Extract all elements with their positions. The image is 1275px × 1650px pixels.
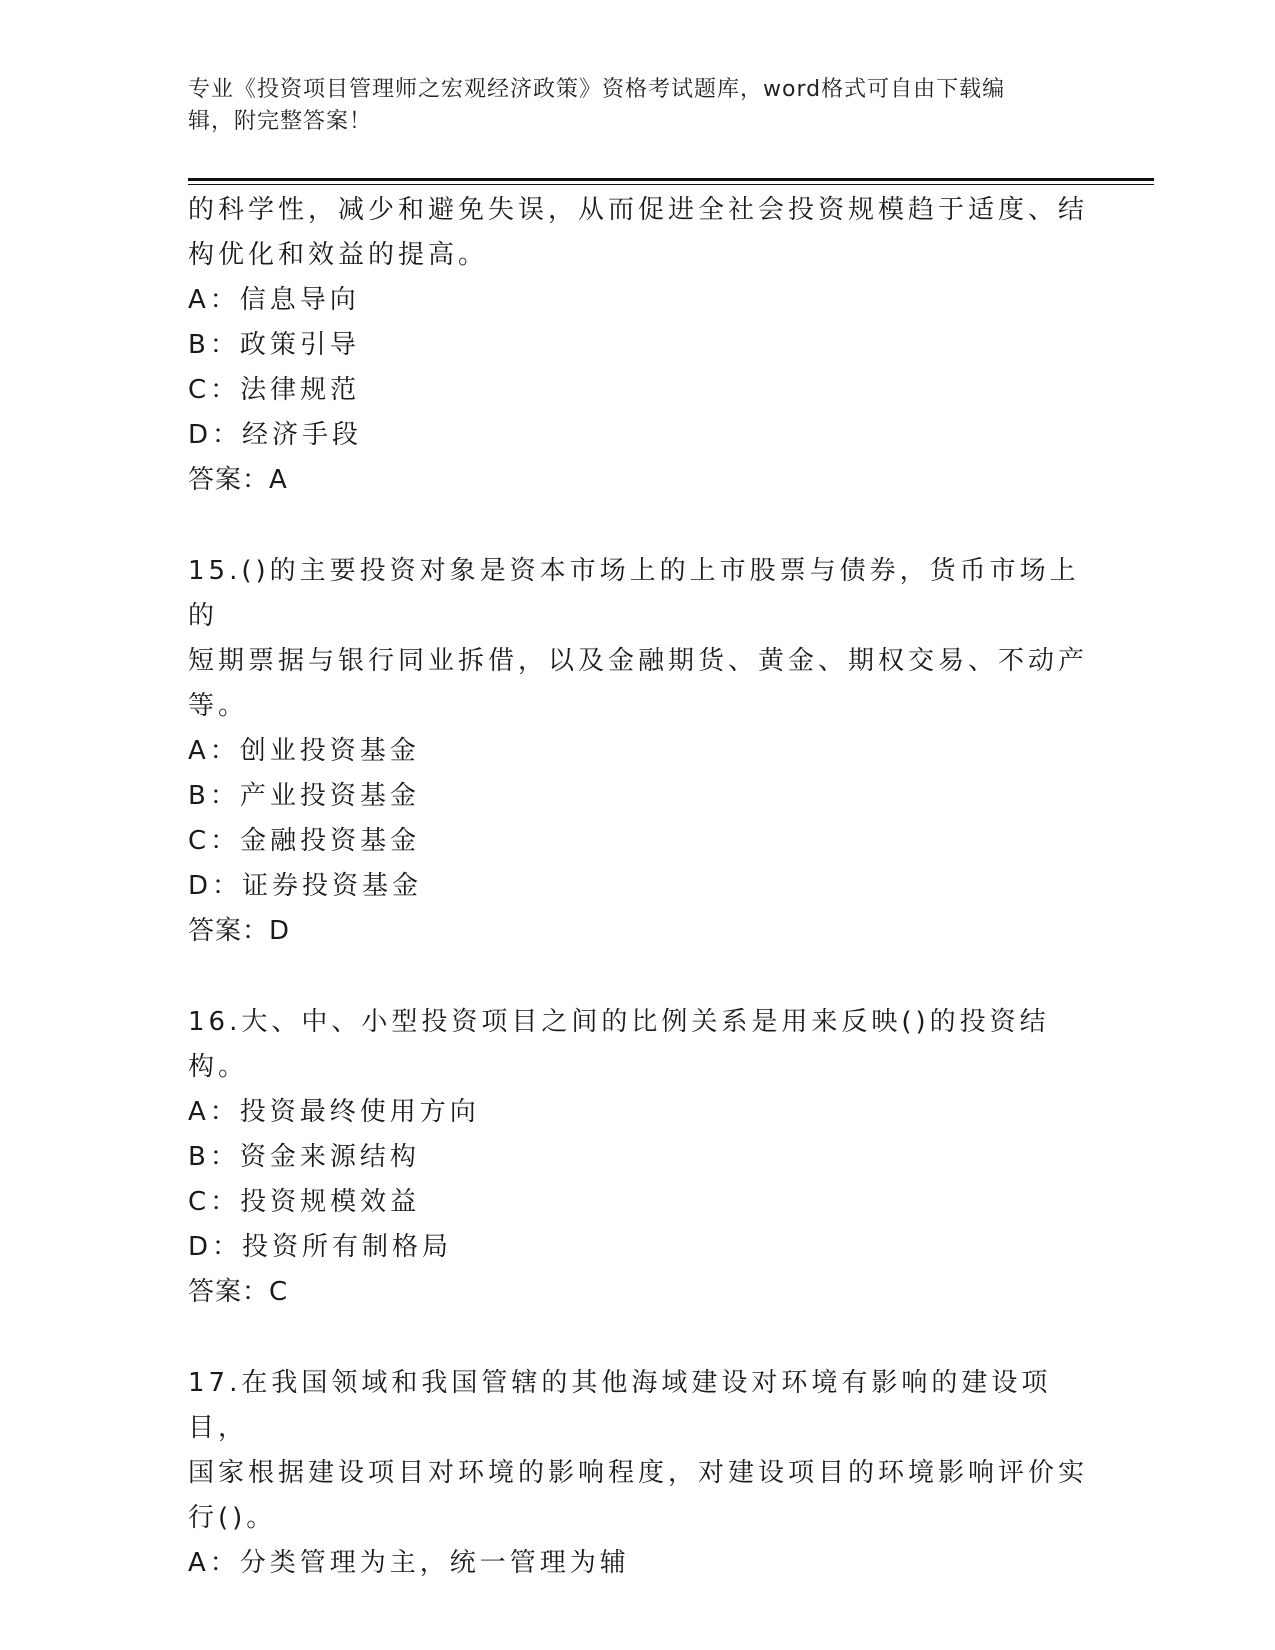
option-a: A：创业投资基金 <box>188 736 420 766</box>
document-header <box>188 74 1068 138</box>
option-a: A：信息导向 <box>188 285 360 315</box>
option-c: C：金融投资基金 <box>188 826 421 856</box>
question-16 <box>188 1000 1088 1315</box>
question-stem-line: 16.大、中、小型投资项目之间的比例关系是用来反映()的投资结构。 <box>188 1007 1050 1082</box>
option-b: B：产业投资基金 <box>188 781 420 811</box>
header-line-2: 辑，附完整答案！ <box>188 109 373 134</box>
question-stem-line: 15.()的主要投资对象是资本市场上的上市股票与债券，货币市场上的 <box>188 556 1080 631</box>
question-stem-line: 的科学性，减少和避免失误，从而促进全社会投资规模趋于适度、结 <box>188 195 1089 225</box>
option-c: C：法律规范 <box>188 375 361 405</box>
question-17 <box>188 1361 1088 1586</box>
option-a: A：投资最终使用方向 <box>188 1097 480 1127</box>
header-rule-thick <box>188 178 1154 181</box>
answer: 答案：A <box>188 465 288 495</box>
question-stem-line: 构优化和效益的提高。 <box>188 240 489 270</box>
option-b: B：资金来源结构 <box>188 1142 420 1172</box>
option-d: D：证券投资基金 <box>188 871 423 901</box>
question-stem-line: 等。 <box>188 691 249 721</box>
question-14 <box>188 188 1088 503</box>
question-15 <box>188 549 1088 954</box>
question-stem-line: 国家根据建设项目对环境的影响程度，对建设项目的环境影响评价实 <box>188 1458 1089 1488</box>
header-rule-thin <box>188 184 1154 185</box>
question-stem-line: 行()。 <box>188 1503 277 1533</box>
option-a: A：分类管理为主，统一管理为辅 <box>188 1548 630 1578</box>
option-d: D：投资所有制格局 <box>188 1232 453 1262</box>
option-b: B：政策引导 <box>188 330 360 360</box>
header-line-1: 专业《投资项目管理师之宏观经济政策》资格考试题库，word格式可自由下载编 <box>188 77 1006 102</box>
question-stem-line: 短期票据与银行同业拆借，以及金融期货、黄金、期权交易、不动产 <box>188 646 1089 676</box>
question-stem-line: 17.在我国领域和我国管辖的其他海域建设对环境有影响的建设项目， <box>188 1368 1052 1443</box>
option-d: D：经济手段 <box>188 420 363 450</box>
answer: 答案：D <box>188 916 291 946</box>
option-c: C：投资规模效益 <box>188 1187 421 1217</box>
answer: 答案：C <box>188 1277 289 1307</box>
question-list <box>188 188 1088 1586</box>
